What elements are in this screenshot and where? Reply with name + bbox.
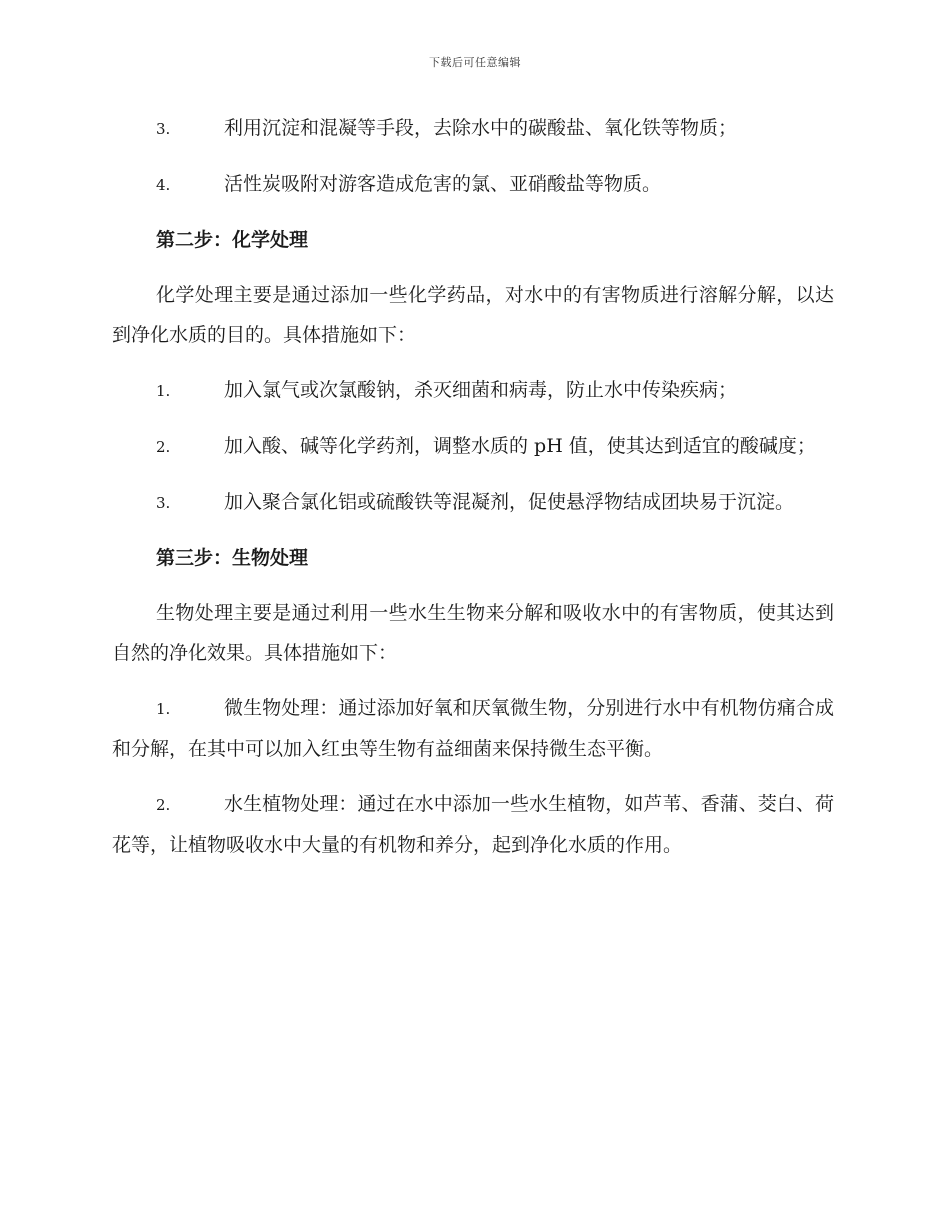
list-number: 3. [156, 494, 171, 512]
list-text: 加入酸、碱等化学药剂，调整水质的 pH 值，使其达到适宜的酸碱度； [224, 435, 816, 457]
list-item [112, 784, 834, 865]
list-number: 1. [156, 382, 171, 400]
section-heading-chemical: 第二步：化学处理 [156, 229, 309, 251]
list-text: 加入氯气或次氯酸钠，杀灭细菌和病毒，防止水中传染疾病； [224, 379, 738, 401]
list-item [112, 164, 834, 205]
section-intro-biological: 生物处理主要是通过利用一些水生生物来分解和吸收水中的有害物质，使其达到自然的净化效果。具体措施如下： [112, 602, 834, 664]
list-text: 水生植物处理：通过在水中添加一些水生植物，如芦苇、香蒲、茭白、荷花等，让植物吸收水中大量的有机物和养分，起到净化水质的作用。 [112, 793, 834, 856]
list-number: 1. [156, 700, 171, 718]
list-number: 2. [156, 438, 171, 456]
list-text: 活性炭吸附对游客造成危害的氯、亚硝酸盐等物质。 [224, 173, 662, 195]
list-item [112, 370, 834, 411]
list-text: 微生物处理：通过添加好氧和厌氧微生物，分别进行水中有机物仿痛合成和分解，在其中可以加入红虫等生物有益细菌来保持微生态平衡。 [112, 697, 834, 760]
list-item [112, 482, 834, 523]
section-intro-chemical: 化学处理主要是通过添加一些化学药品，对水中的有害物质进行溶解分解，以达到净化水质的目的。具体措施如下： [112, 284, 834, 346]
list-item [112, 688, 834, 769]
list-item [112, 108, 834, 149]
header-note: 下载后可任意编辑 [429, 56, 521, 69]
section-heading-biological: 第三步：生物处理 [156, 547, 309, 569]
document-body [112, 108, 834, 880]
list-item [112, 426, 834, 467]
list-number: 3. [156, 120, 171, 138]
list-number: 4. [156, 176, 171, 194]
list-number: 2. [156, 796, 171, 814]
list-text: 加入聚合氯化铝或硫酸铁等混凝剂，促使悬浮物结成团块易于沉淀。 [224, 491, 795, 513]
list-text: 利用沉淀和混凝等手段，去除水中的碳酸盐、氧化铁等物质； [224, 117, 738, 139]
